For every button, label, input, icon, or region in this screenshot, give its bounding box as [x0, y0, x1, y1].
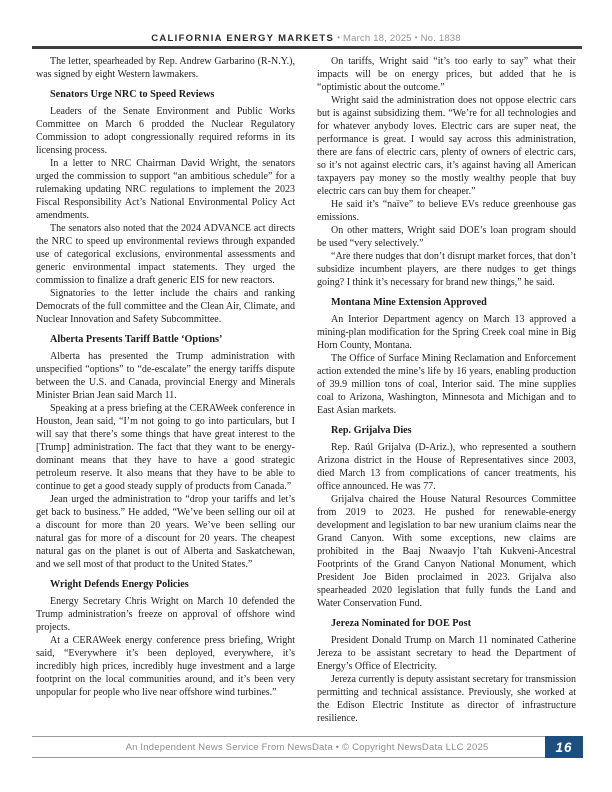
section-heading: Wright Defends Energy Policies: [50, 579, 189, 590]
article-paragraph: The letter, spearheaded by Rep. Andrew Garbarino (R-N.Y.), was signed by eight Western lawmakers.: [36, 56, 295, 80]
article-paragraph: At a CERAWeek energy conference press briefing, Wright said, “Everywhere it’s been deployed, everywhere, it’s incredibly high prices, incredibly huge investment and a large footprint on the local communities around, and it’s been very unpopular for people who live near offshore wind turbines.”: [36, 635, 295, 698]
article-paragraph: He said it’s “naïve” to believe EVs reduce greenhouse gas emissions.: [317, 199, 576, 223]
article-paragraph: Jereza currently is deputy assistant secretary for transmission permitting and technical assistance. Previously, she worked at the Edison Electric Institute as director of infrastructure resilience.: [317, 674, 576, 724]
article-paragraph: An Interior Department agency on March 13 approved a mining-plan modification for the Spring Creek coal mine in Big Horn County, Montana.: [317, 314, 576, 351]
section-heading: Alberta Presents Tariff Battle ‘Options’: [50, 334, 223, 345]
header-separator: •: [337, 33, 340, 42]
article-paragraph: Alberta has presented the Trump administration with unspecified “options” to “de-escalate” the energy tariffs dispute between the U.S. and Canada, provincial Energy and Minerals Minister Brian Jean said March 11.: [36, 351, 295, 401]
header-rule: [32, 46, 582, 49]
article-paragraph: Signatories to the letter include the chairs and ranking Democrats of the full committee and the Clean Air, Climate, and Nuclear Innovation and Safety Subcommittee.: [36, 288, 295, 325]
article-paragraph: On tariffs, Wright said “it’s too early to say” what their impacts will be on energy prices, but added that he is “optimistic about the outcome.”: [317, 56, 576, 93]
article-paragraph: In a letter to NRC Chairman David Wright, the senators urged the commission to support “an ambitious schedule” for a rulemaking updating NRC regulations to implement the 2023 Fiscal Responsibility Act’s National Environmental Policy Act amendments.: [36, 158, 295, 221]
page-footer: [32, 736, 582, 758]
article-paragraph: On other matters, Wright said DOE’s loan program should be used “very selectively.”: [317, 225, 576, 249]
article-paragraph: Energy Secretary Chris Wright on March 10 defended the Trump administration’s freeze on approval of offshore wind projects.: [36, 596, 295, 633]
article-paragraph: Rep. Raúl Grijalva (D-Ariz.), who represented a southern Arizona district in the House of Representatives since 2003, died March 13 from complications of cancer treatments, his office announced. He was 77.: [317, 442, 576, 492]
article-column-left: [36, 55, 295, 725]
publication-title: CALIFORNIA ENERGY MARKETS: [151, 33, 335, 44]
article-paragraph: President Donald Trump on March 11 nominated Catherine Jereza to be assistant secretary to head the Department of Energy’s Office of Electricity.: [317, 635, 576, 672]
article-paragraph: Grijalva chaired the House Natural Resources Committee from 2019 to 2023. He pushed for renewable-energy development and legislation to bar new uranium claims near the Grand Canyon. With some exceptions, new claims are prohibited in the Baaj Nwaavjo I’tah Kukveni-Ancestral Footprints of the Grand Canyon National Monument, which President Joe Biden proclaimed in 2023. Grijalva also spearheaded 2020 legislation that fully funds the Land and Water Conservation Fund.: [317, 494, 576, 609]
article-paragraph: The senators also noted that the 2024 ADVANCE act directs the NRC to speed up environmental reviews through expanded use of categorical exclusions, environmental assessments and generic environmental impact statements. They urged the commission to finalize a draft generic EIS for new reactors.: [36, 223, 295, 286]
page-header: [0, 33, 612, 44]
article-paragraph: Wright said the administration does not oppose electric cars but is against subsidizing them. “We’re for all technologies and for whatever anybody loves. Electric cars are super neat, the performance is great. I would say across this administration, there are fans of electric cars, plenty of owners of electric cars, so it’s not against electric cars, it’s against having all American taxpayers pay money so the mostly wealthy people that buy electric cars can buy them for cheaper.”: [317, 95, 576, 197]
issue-number: No. 1838: [420, 33, 461, 44]
issue-date: March 18, 2025: [342, 33, 412, 44]
page-number-badge: 16: [545, 736, 583, 758]
footer-text: An Independent News Service From NewsData • © Copyright NewsData LLC 2025: [125, 741, 489, 753]
article-column-right: [317, 55, 576, 725]
section-heading: Senators Urge NRC to Speed Reviews: [50, 89, 215, 100]
section-heading: Rep. Grijalva Dies: [331, 425, 412, 436]
article-paragraph: The Office of Surface Mining Reclamation and Enforcement action extended the mine’s life by 16 years, enabling production of 39.9 million tons of coal, Interior said. The mine supplies coal to Arizona, Washington, Minnesota and Michigan and to East Asian markets.: [317, 353, 576, 416]
header-separator: •: [414, 33, 418, 42]
article-paragraph: “Are there nudges that don’t disrupt market forces, that don’t subsidize incumbent players, are there nudges to get things going? I think it’s necessary for brand new things,” he said.: [317, 251, 576, 288]
article-body: [36, 55, 577, 725]
section-heading: Montana Mine Extension Approved: [331, 297, 487, 308]
article-paragraph: Speaking at a press briefing at the CERAWeek conference in Houston, Jean said, “I’m not going to go into particulars, but I will say that there’s some things that have great interest to the [Trump] administration. The fact that they want to be energy-dominant means that they have to have a good strategic petroleum reserve. It also means that they have to be able to continue to get a good steady supply of products from Canada.”: [36, 403, 295, 492]
section-heading: Jereza Nominated for DOE Post: [331, 618, 471, 629]
article-paragraph: Jean urged the administration to “drop your tariffs and let’s get back to business.” He added, “We’ve been selling our oil at a discount for more than 20 years. We’ve been selling our natural gas for more of a discount for 20 years. The cheapest natural gas on the planet is out of Alberta and Saskatchewan, and we sell most of that product to the United States.”: [36, 494, 295, 570]
article-paragraph: Leaders of the Senate Environment and Public Works Committee on March 6 prodded the Nuclear Regulatory Commission to adopt congressionally required reforms in its licensing process.: [36, 106, 295, 156]
